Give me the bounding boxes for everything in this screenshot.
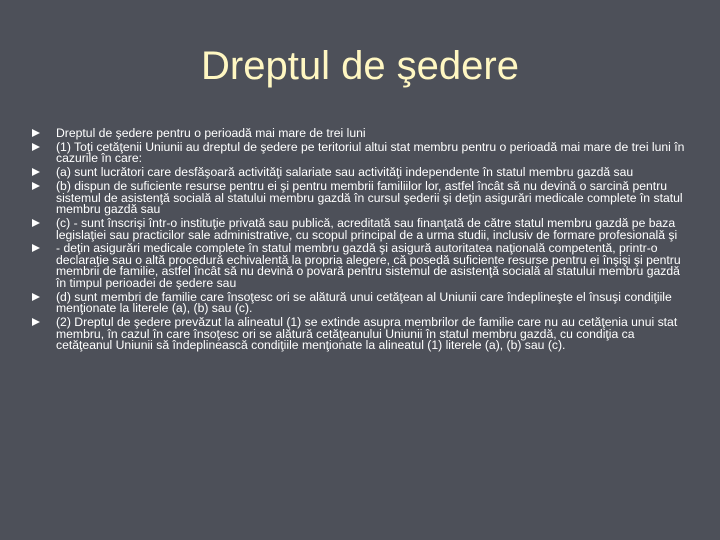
bullet-item-6: [30, 243, 690, 289]
triangle-right-icon: [32, 182, 40, 190]
bullet-item-8: [30, 317, 690, 352]
bullet-text: Dreptul de şedere pentru o perioadă mai mare de trei luni: [56, 126, 366, 140]
bullet-item-4: [30, 178, 690, 217]
bullet-text: (1) Toţi cetăţenii Uniunii au dreptul de şedere pe teritoriul altui stat membru pentru o perioadă mai mare de trei luni în cazurile în care:: [56, 139, 685, 166]
triangle-right-icon: [32, 244, 40, 252]
bullet-item-2: [30, 139, 690, 166]
bullet-text: (2) Dreptul de şedere prevăzut la alineatul (1) se extinde asupra membrilor de familie care nu au cetăţenia unui stat membru, în cazul în care însoţesc ori se alătură cetăţeanului Uniunii în statul membru gazdă, cu condiţia ca cetăţeanul Uniunii să îndeplinească condiţiile menţionate la alineatul (1) literele (a), (b) sau (c).: [56, 315, 678, 353]
triangle-right-icon: [32, 168, 40, 176]
bullet-text: (c) - sunt înscrişi într-o instituţie privată sau publică, acreditată sau finanţată de către statul membru gazdă pe baza legislaţiei sau practicilor sale administrative, cu scopul principal de a urma studii, inclusiv de formare profesională şi: [56, 215, 678, 242]
bullet-item-7: [30, 289, 690, 316]
bullet-item-3: [30, 167, 690, 179]
triangle-right-icon: [32, 129, 40, 137]
bullet-item-1: [30, 128, 690, 140]
bullet-text: - deţin asigurări medicale complete în statul membru gazdă şi asigură autoritatea naţională competentă, printr-o declaraţie sau o altă procedură echivalentă la propria alegere, că posedă suficiente resurse pentru ei înşişi şi pentru membrii de familie, astfel încât să nu devină o povară pentru sistemul de asistenţă socială al statului membru gazdă în timpul perioadei de şedere sau: [56, 241, 681, 291]
bullet-item-5: [30, 215, 690, 242]
triangle-right-icon: [32, 219, 40, 227]
triangle-right-icon: [32, 293, 40, 301]
triangle-right-icon: [32, 318, 40, 326]
triangle-right-icon: [32, 143, 40, 151]
bullet-text: (d) sunt membri de familie care însoţesc ori se alătură unui cetăţean al Uniunii care îndeplineşte el însuşi condiţiile menţionate la literele (a), (b) sau (c).: [56, 289, 672, 316]
page-title: Dreptul de şedere: [201, 44, 519, 88]
bullet-text: (b) dispun de suficiente resurse pentru ei şi pentru membrii familiilor lor, astfel încât să nu devină o sarcină pentru sistemul de asistenţă socială al statului membru gazdă în cursul şederii şi deţin asigurări medicale complete în statul membru gazdă sau: [56, 178, 683, 217]
bullet-text: (a) sunt lucrători care desfăşoară activităţi salariate sau activităţi independente în statul membru gazdă sau: [56, 165, 634, 180]
bullet-list: [30, 128, 690, 354]
